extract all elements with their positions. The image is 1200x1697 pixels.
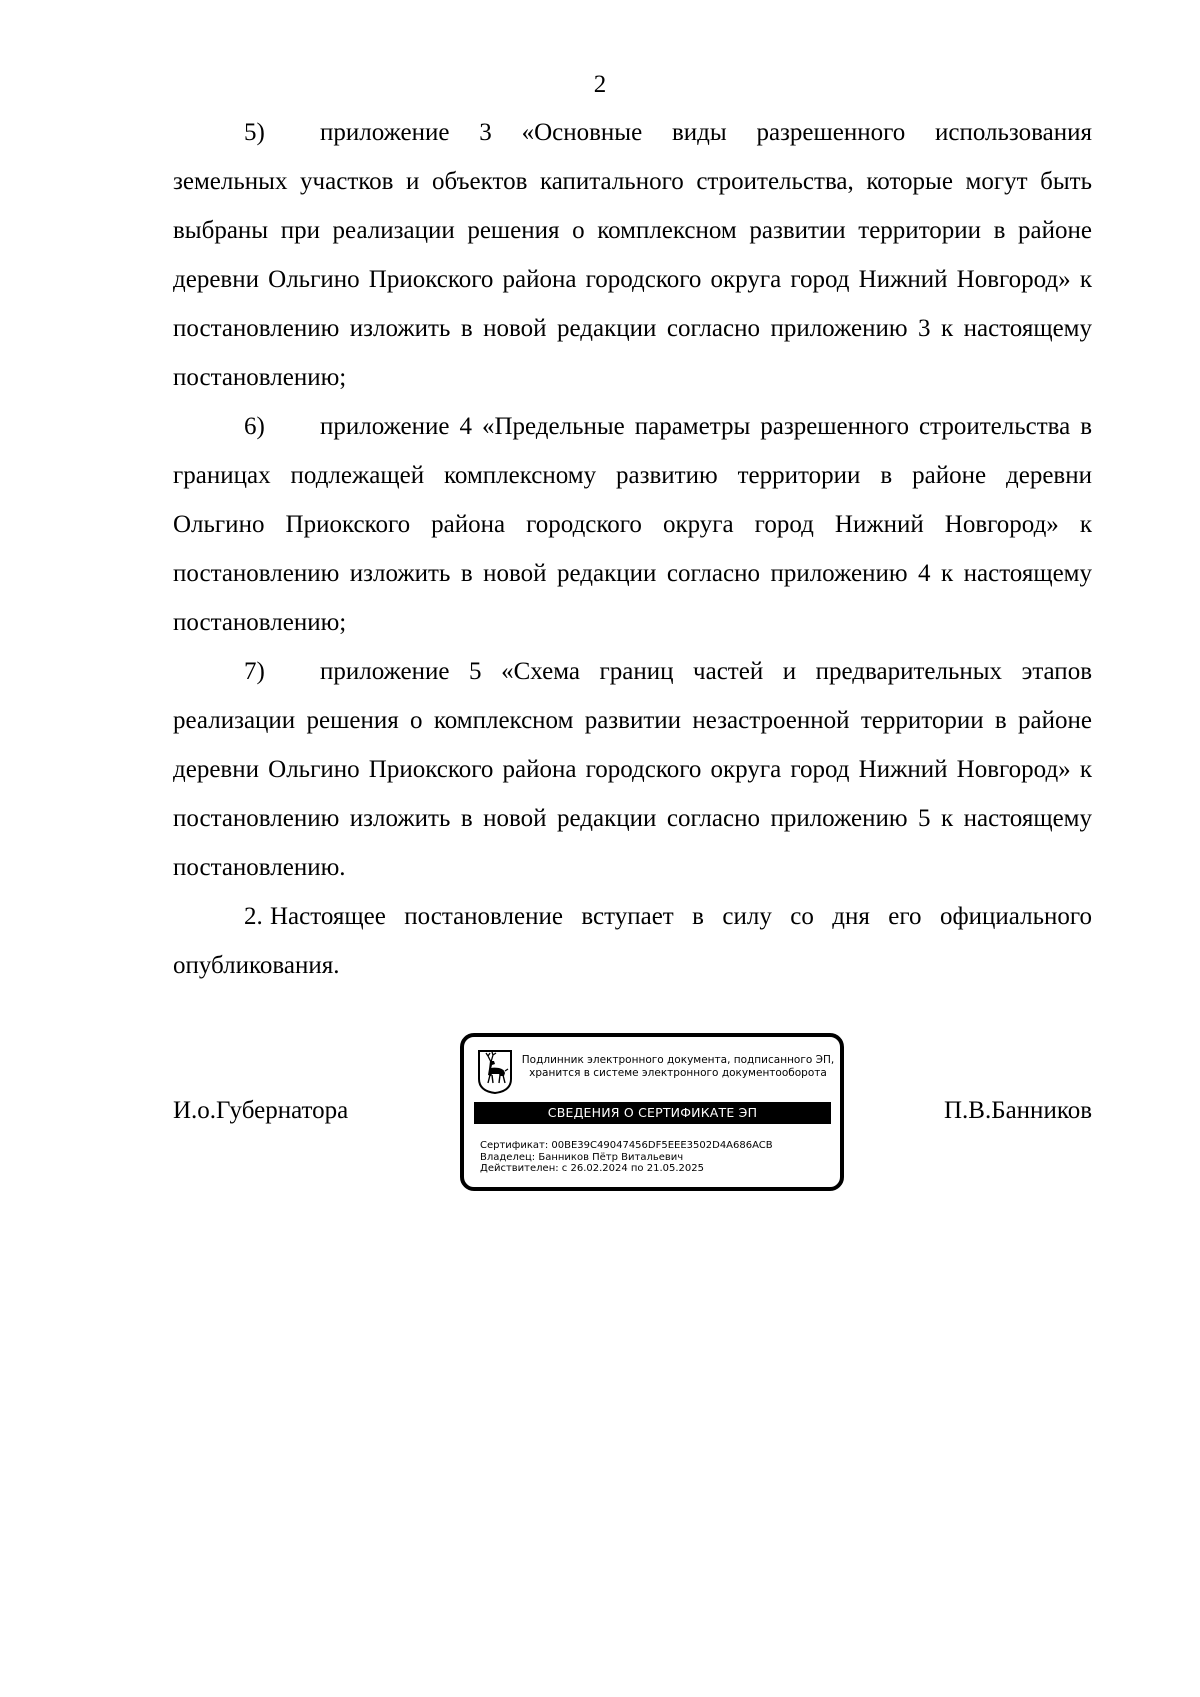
certificate-owner: Владелец: Банников Пётр Витальевич	[480, 1151, 684, 1163]
list-item	[173, 647, 1092, 892]
item-number: 5)	[244, 119, 265, 146]
clause-text: Настоящее постановление вступает в силу со дня его официального опубликования.	[173, 903, 1092, 979]
item-text: приложение 4 «Предельные параметры разрешенного строительства в границах подлежащей комплексному развитию территории в районе деревни Ольгино Приокского района городского округа город Нижний Новгород» к постановлению изложить в новой редакции согласно приложению 4 к настоящему постановлению;	[173, 413, 1092, 636]
certificate-validity: Действителен: с 26.02.2024 по 21.05.2025	[480, 1163, 704, 1174]
page-number: 2	[593, 71, 607, 98]
item-number: 6)	[244, 413, 265, 440]
signatory-role: И.о.Губернатора	[173, 1097, 349, 1124]
item-text: приложение 3 «Основные виды разрешенного использования земельных участков и объектов капитального строительства, которые могут быть выбраны при реализации решения о комплексном развитии территории в районе деревни Ольгино Приокского района городского округа город Нижний Новгород» к постановлению изложить в новой редакции согласно приложению 3 к настоящему постановлению;	[173, 119, 1092, 391]
document-body	[173, 108, 1092, 990]
stamp-header-line: хранится в системе электронного документооборота	[529, 1067, 827, 1079]
stamp-header	[519, 1054, 837, 1080]
nizhny-novgorod-deer-emblem-icon	[477, 1049, 513, 1094]
item-text: приложение 5 «Схема границ частей и предварительных этапов реализации решения о комплексном развитии незастроенной территории в районе деревни Ольгино Приокского района городского округа город Нижний Новгород» к постановлению изложить в новой редакции согласно приложению 5 к настоящему постановлению.	[173, 658, 1092, 881]
list-item	[173, 108, 1092, 402]
certificate-number: Сертификат: 00BE39C49047456DF5EEE3502D4A686ACB	[480, 1140, 773, 1151]
digital-signature-stamp	[460, 1033, 844, 1191]
certificate-title-bar: СВЕДЕНИЯ О СЕРТИФИКАТЕ ЭП	[474, 1102, 831, 1124]
clause-number: 2.	[244, 903, 263, 930]
stamp-header-line: Подлинник электронного документа, подписанного ЭП,	[521, 1054, 835, 1066]
signatory-name: П.В.Банников	[944, 1097, 1092, 1124]
list-item	[173, 402, 1092, 647]
certificate-details	[480, 1140, 835, 1175]
clause-paragraph	[173, 892, 1092, 990]
item-number: 7)	[244, 658, 265, 685]
